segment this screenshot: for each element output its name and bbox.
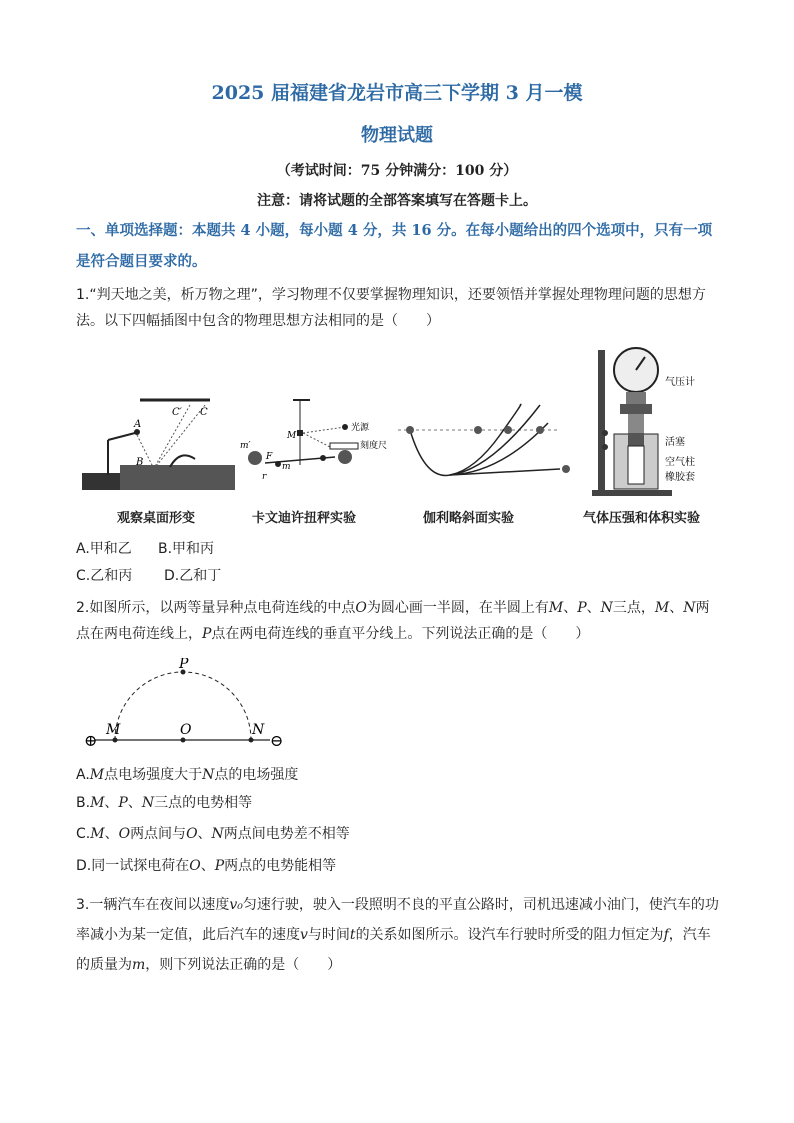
label-barometer: 气压计 [665,377,695,388]
label-b: B [136,457,144,468]
q2-option-b: B.M、P、N三点的电势相等 [76,795,253,811]
caption-fig-1: 观察桌面形变 [117,511,196,526]
notice: 注意：请将试题的全部答案填写在答题卡上。 [257,193,537,209]
q2-option-a: A.M点电场强度大于N点的电场强度 [76,767,299,783]
label-r: r [262,472,267,482]
caption-fig-2: 卡文迪许扭秤实验 [252,511,357,526]
label-c: C [200,407,208,418]
question-3-stem: 3.一辆汽车在夜间以速度v₀匀速行驶，驶入一段照明不良的平直公路时，司机迅速减小油门，使汽车的功率减小为某一定值，此后汽车的速度v与时间t的关系如图所示。设汽车行驶时所受的阻力恒定为f，汽车的质量为m，则下列说法正确的是（ ） [76,897,719,973]
section-heading: 一、单项选择题：本题共 4 小题，每小题 4 分，共 16 分。在每小题给出的四个选项中，只有一项是符合题目要求的。 [76,222,713,270]
exam-info: （考试时间：75 分钟满分：100 分） [276,163,518,179]
label-piston: 活塞 [665,437,685,448]
caption-fig-3: 伽利略斜面实验 [423,511,515,526]
label-air-column: 空气柱 [665,457,695,468]
label-c-prime: C′ [172,407,182,418]
q1-option-d: D.乙和丁 [164,568,222,584]
question-2-figure [80,658,300,758]
label-m-mirror: M [287,431,297,441]
label-light-source: 光源 [351,423,370,433]
label-m: M [106,722,121,738]
page-title: 2025 届福建省龙岩市高三下学期 3 月一模 [211,82,583,104]
figure-table-deformation [82,400,235,490]
figure-torsion-balance [240,400,387,482]
q2-option-c: C.M、O两点间与O、N两点间电势差不相等 [76,826,350,842]
q2-option-d: D.同一试探电荷在O、P两点的电势能相等 [76,858,337,874]
label-m-small: m [282,462,291,472]
question-1-stem: 1.“判天地之美，析万物之理”，学习物理不仅要掌握物理知识，还要领悟并掌握处理物理问题的思想方法。以下四幅插图中包含的物理思想方法相同的是（ ） [76,287,706,329]
label-m-prime: m′ [240,441,251,451]
label-n: N [252,722,265,738]
label-p: P [179,658,189,672]
figure-galileo-incline [398,404,570,475]
question-2-stem: 2.如图所示，以两等量异种点电荷连线的中点O为圆心画一半圆，在半圆上有M、P、N三点，M、N两点在两电荷连线上，P点在两电荷连线的垂直平分线上。下列说法正确的是（ ） [76,600,710,642]
negative-charge-icon: ⊖ [270,731,284,750]
label-f: F [266,452,273,462]
figure-gas-law [592,348,695,496]
label-rubber-sleeve: 橡胶套 [665,472,695,483]
q1-option-a: A.甲和乙 [76,541,132,557]
caption-fig-4: 气体压强和体积实验 [583,511,701,526]
page-subtitle: 物理试题 [361,125,433,146]
label-scale: 刻度尺 [360,441,388,451]
label-o: O [180,722,192,738]
label-a: A [134,419,142,430]
q1-option-b: B.甲和丙 [158,541,215,557]
positive-charge-icon: ⊕ [84,731,98,750]
q1-option-c: C.乙和丙 [76,568,133,584]
